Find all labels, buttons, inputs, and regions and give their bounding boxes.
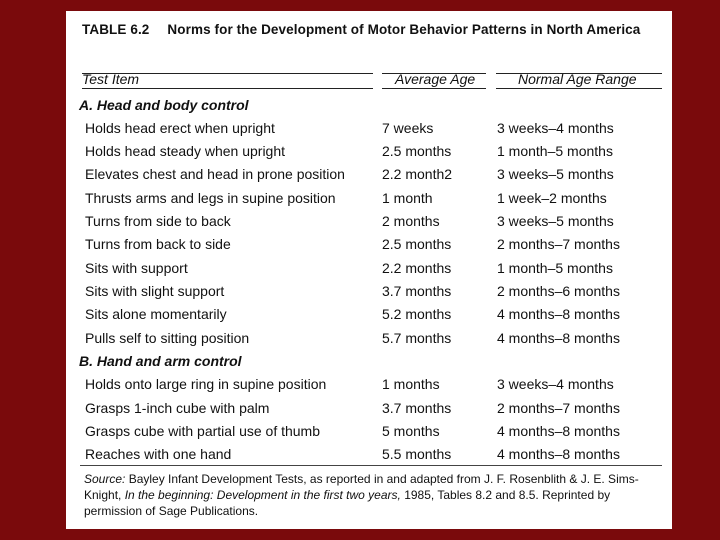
age-range-cell: 4 months–8 months	[497, 446, 620, 462]
table-row	[66, 190, 672, 210]
test-item-cell: Grasps 1-inch cube with palm	[85, 400, 270, 416]
average-age-cell: 3.7 months	[382, 283, 452, 299]
source-label: Source:	[84, 472, 126, 486]
table-row	[66, 236, 672, 256]
table-row	[66, 376, 672, 396]
table-row	[66, 306, 672, 326]
test-item-cell: Turns from back to side	[85, 236, 231, 252]
section-label-hand-arm: B. Hand and arm control	[79, 353, 242, 369]
age-range-cell: 2 months–7 months	[497, 236, 620, 252]
age-range-cell: 1 month–5 months	[497, 143, 613, 159]
table-row	[66, 330, 672, 350]
average-age-cell: 2.2 month2	[382, 166, 453, 182]
average-age-cell: 2.5 months	[382, 143, 452, 159]
average-age-cell: 5.5 months	[382, 446, 452, 462]
column-header-average-age: Average Age	[395, 71, 476, 87]
test-item-cell: Holds head steady when upright	[85, 143, 286, 159]
age-range-cell: 2 months–6 months	[497, 283, 620, 299]
header-rule-bottom-1	[82, 88, 373, 89]
header-rule-bottom-2	[382, 88, 486, 89]
table-bottom-rule	[80, 465, 662, 466]
average-age-cell: 2.2 months	[382, 260, 452, 276]
table-row	[66, 120, 672, 140]
test-item-cell: Elevates chest and head in prone position	[85, 166, 345, 182]
test-item-cell: Thrusts arms and legs in supine position	[85, 190, 336, 206]
table-row	[66, 446, 672, 466]
source-book-title: In the beginning: Development in the first two years,	[124, 488, 401, 502]
table-number: TABLE 6.2	[82, 22, 150, 37]
table-row	[66, 166, 672, 186]
source-text-2: 1985, Tables 8.2 and 8.5. Reprinted by permission of Sage Publications.	[84, 488, 611, 518]
test-item-cell: Grasps cube with partial use of thumb	[85, 423, 321, 439]
test-item-cell: Sits alone momentarily	[85, 306, 227, 322]
average-age-cell: 7 weeks	[382, 120, 434, 136]
age-range-cell: 3 weeks–4 months	[497, 120, 614, 136]
age-range-cell: 4 months–8 months	[497, 423, 620, 439]
table-source-note	[84, 471, 662, 519]
age-range-cell: 2 months–7 months	[497, 400, 620, 416]
test-item-cell: Sits with support	[85, 260, 188, 276]
test-item-cell: Turns from side to back	[85, 213, 231, 229]
age-range-cell: 1 week–2 months	[497, 190, 607, 206]
age-range-cell: 3 weeks–5 months	[497, 166, 614, 182]
test-item-cell: Reaches with one hand	[85, 446, 232, 462]
test-item-cell: Sits with slight support	[85, 283, 225, 299]
average-age-cell: 5 months	[382, 423, 440, 439]
source-text-1: Bayley Infant Development Tests, as reported in and adapted from J. F. Rosenblith & J. E. Sims-Knight,	[84, 472, 639, 502]
age-range-cell: 3 weeks–5 months	[497, 213, 614, 229]
age-range-cell: 4 months–8 months	[497, 330, 620, 346]
table-row	[66, 423, 672, 443]
table-row	[66, 260, 672, 280]
header-rule-bottom-3	[496, 88, 662, 89]
age-range-cell: 1 month–5 months	[497, 260, 613, 276]
table-row	[66, 283, 672, 303]
table-title-text: Norms for the Development of Motor Behavior Patterns in North America	[167, 22, 641, 37]
column-header-normal-age-range: Normal Age Range	[518, 71, 637, 87]
column-header-test-item: Test Item	[82, 71, 140, 87]
age-range-cell: 3 weeks–4 months	[497, 376, 614, 392]
average-age-cell: 2.5 months	[382, 236, 452, 252]
test-item-cell: Holds onto large ring in supine position	[85, 376, 327, 392]
test-item-cell: Holds head erect when upright	[85, 120, 275, 136]
average-age-cell: 3.7 months	[382, 400, 452, 416]
average-age-cell: 1 month	[382, 190, 433, 206]
table-row	[66, 143, 672, 163]
age-range-cell: 4 months–8 months	[497, 306, 620, 322]
table-title	[82, 21, 662, 38]
table-row	[66, 213, 672, 233]
table-row	[66, 400, 672, 420]
test-item-cell: Pulls self to sitting position	[85, 330, 250, 346]
average-age-cell: 1 months	[382, 376, 440, 392]
average-age-cell: 5.7 months	[382, 330, 452, 346]
average-age-cell: 5.2 months	[382, 306, 452, 322]
table-panel	[66, 11, 672, 529]
section-label-head-body: A. Head and body control	[79, 97, 249, 113]
average-age-cell: 2 months	[382, 213, 440, 229]
